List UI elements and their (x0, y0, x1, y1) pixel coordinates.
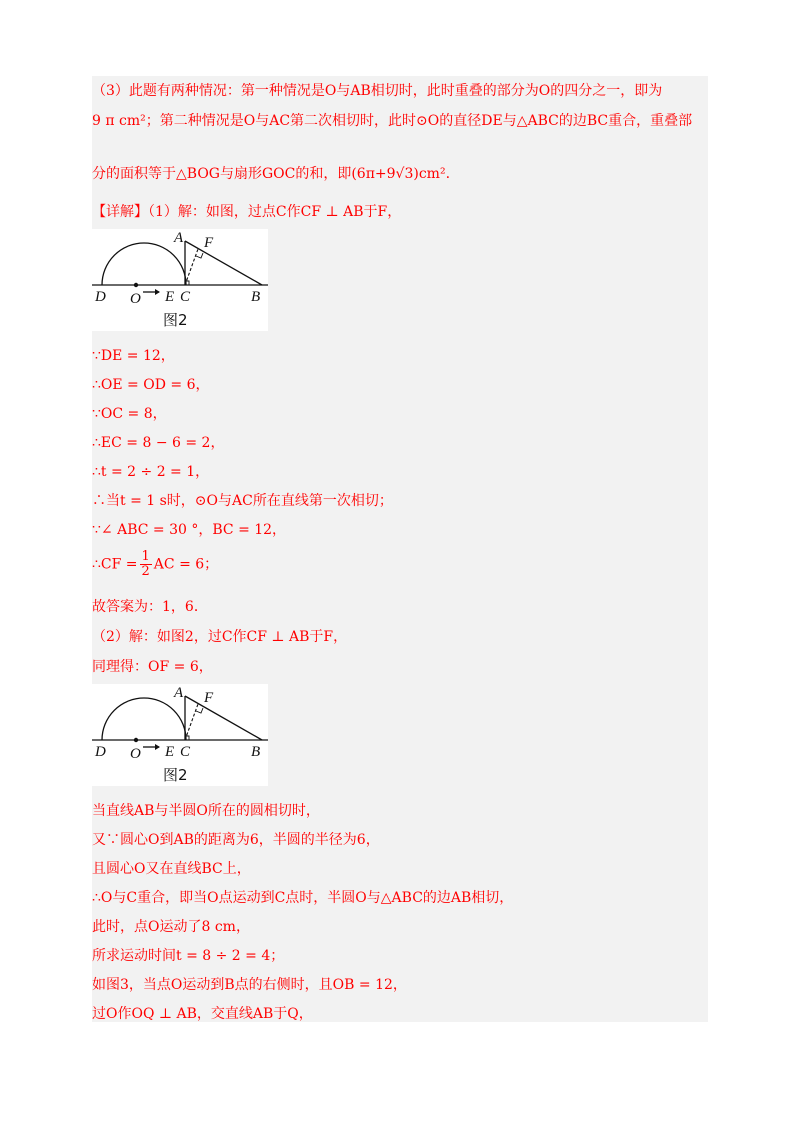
part-2-heading: （2）解：如图2，过C作CF ⊥ AB于F， (92, 629, 348, 645)
derive-ec: ∴EC = 8 − 6 = 2， (92, 435, 225, 451)
perpendicular-oq: 过O作OQ ⊥ AB，交直线AB于Q， (92, 1006, 313, 1022)
derive-of: 同理得：OF = 6， (92, 659, 213, 675)
label-e: E (165, 744, 175, 760)
given-de: ∵DE = 12， (92, 348, 175, 364)
derive-cf (92, 550, 218, 579)
distance-radius: 又∵圆心O到AB的距离为6，半圆的半径为6， (92, 832, 380, 848)
label-o: O (130, 746, 141, 762)
label-f: F (204, 690, 214, 706)
tangent-condition: 当直线AB与半圆O所在的圆相切时， (92, 803, 320, 819)
label-o: O (130, 291, 141, 307)
derive-oe-od: ∴OE = OD = 6， (92, 377, 210, 393)
label-e: E (165, 289, 175, 305)
analysis-line-3: 分的面积等于△BOG与扇形GOC的和，即(6π+9√3)cm². (92, 166, 451, 182)
figure-caption: 图2 (163, 311, 188, 329)
figure-2-diagram-second (92, 684, 268, 786)
label-a: A (174, 685, 184, 701)
center-on-bc: 且圆心O又在直线BC上， (92, 861, 251, 877)
figure-2-diagram-first (92, 229, 268, 331)
given-angle-abc: ∵∠ ABC = 30 °，BC = 12， (92, 522, 287, 538)
o-coincides-c: ∴O与C重合，即当O点运动到C点时，半圆O与△ABC的边AB相切， (92, 890, 514, 906)
tangent-first-time: ∴当t = 1 s时，⊙O与AC所在直线第一次相切； (92, 493, 393, 509)
figure-3-case: 如图3，当点O运动到B点的右侧时，且OB = 12， (92, 977, 407, 993)
label-b: B (251, 289, 261, 305)
label-a: A (174, 230, 184, 246)
figure-caption: 图2 (163, 766, 188, 784)
analysis-line-1: （3）此题有两种情况：第一种情况是O与AB相切时，此时重叠的部分为O的四分之一，即为 (92, 83, 663, 99)
label-b: B (251, 744, 261, 760)
answer-part-1: 故答案为：1，6． (92, 599, 208, 615)
analysis-line-2: 9 π cm²；第二种情况是O与AC第二次相切时，此时⊙O的直径DE与△ABC的边BC重合，重叠部 (92, 113, 693, 129)
label-c: C (180, 289, 191, 305)
time-required: 所求运动时间t = 8 ÷ 2 = 4； (92, 948, 285, 964)
label-d: D (95, 744, 106, 760)
given-oc: ∵OC = 8， (92, 406, 167, 422)
fraction-one-half (140, 550, 152, 579)
distance-moved: 此时，点O运动了8 cm， (92, 919, 250, 935)
label-d: D (95, 289, 106, 305)
fraction-numerator: 1 (141, 549, 150, 564)
derive-t: ∴t = 2 ÷ 2 = 1， (92, 464, 210, 480)
detail-heading-line: 【详解】（1）解：如图，过点C作CF ⊥ AB于F， (92, 204, 402, 220)
cf-suffix: AC = 6； (153, 556, 219, 573)
cf-prefix: ∴CF = (92, 556, 138, 573)
fraction-denominator: 2 (141, 564, 150, 579)
label-f: F (204, 235, 214, 251)
label-c: C (180, 744, 191, 760)
